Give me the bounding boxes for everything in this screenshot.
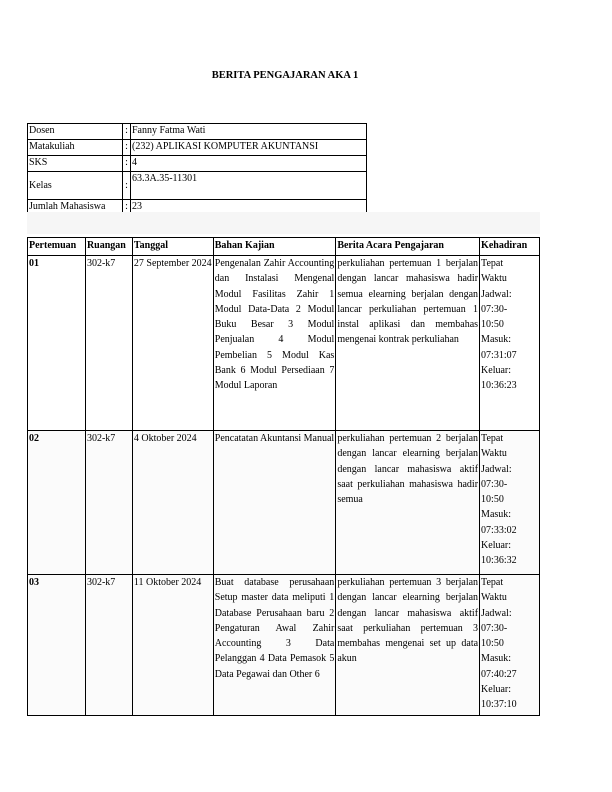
kehadiran-line: 10:50 — [481, 494, 504, 506]
cell-berita-acara: perkuliahan pertemuan 2 berjalan dengan lancar elearning berjalan dengan lancar mahasiswa aktif saat perkuliahan mahasiswa hadir semua — [336, 431, 480, 575]
info-row-dosen — [28, 124, 367, 140]
kehadiran-line: 10:36:23 — [481, 380, 517, 392]
info-colon: : — [123, 156, 131, 172]
cell-berita-acara: perkuliahan pertemuan 3 berjalan dengan lancar elearning berjalan dengan lancar mahasiswa aktif saat perkuliahan pertemuan 3 membahas mengenai set up data akun — [336, 575, 480, 716]
info-colon: : — [123, 200, 131, 216]
info-label: Dosen — [28, 124, 123, 140]
info-row-kelas — [28, 172, 367, 200]
cell-ruangan: 302-k7 — [85, 575, 132, 716]
kehadiran-line: Masuk: — [481, 509, 512, 521]
table-row — [28, 431, 540, 575]
info-value: (232) APLIKASI KOMPUTER AKUNTANSI — [131, 140, 367, 156]
info-row-matakuliah — [28, 140, 367, 156]
header-pertemuan: Pertemuan — [28, 238, 86, 256]
cell-pertemuan: 02 — [28, 431, 86, 575]
kehadiran-line: 07:40:27 — [481, 668, 517, 680]
cell-ruangan: 302-k7 — [85, 256, 132, 431]
kehadiran-line: Waktu — [481, 592, 507, 604]
header-kehadiran: Kehadiran — [480, 238, 540, 256]
kehadiran-line: Waktu — [481, 273, 507, 285]
kehadiran-line: Tepat — [481, 577, 504, 588]
cell-kehadiran — [480, 256, 540, 431]
kehadiran-line: Masuk: — [481, 334, 512, 346]
info-colon: : — [123, 140, 131, 156]
cell-pertemuan: 03 — [28, 575, 86, 716]
kehadiran-line: 10:36:32 — [481, 555, 517, 567]
cell-tanggal: 11 Oktober 2024 — [132, 575, 213, 716]
cell-ruangan: 302-k7 — [85, 431, 132, 575]
kehadiran-line: Jadwal: — [481, 463, 512, 475]
kehadiran-line: Keluar: — [481, 684, 512, 696]
kehadiran-line: 07:33:02 — [481, 524, 517, 536]
info-value: 23 — [131, 200, 367, 216]
course-info-table — [27, 123, 367, 216]
teaching-log-table — [27, 237, 540, 716]
info-label: Jumlah Mahasiswa — [28, 200, 123, 216]
table-header-row — [28, 238, 540, 256]
info-value: 63.3A.35-11301 — [131, 172, 367, 200]
cell-bahan-kajian: Buat database perusahaan Setup master data meliputi 1 Database Perusahaan baru 2 Pengaturan Awal Zahir Accounting 3 Data Pelanggan 4 Data Pemasok 5 Data Pegawai dan Other 6 — [213, 575, 336, 716]
page-title: BERITA PENGAJARAN AKA 1 — [211, 70, 359, 81]
cell-berita-acara: perkuliahan pertemuan 1 berjalan dengan lancar mahasiswa hadir semua elearning berjalan dengan lancar perkuliahan pertemuan 1 instal aplikasi dan membahas mengenai kontrak perkuliahan — [336, 256, 480, 431]
kehadiran-line: 10:37:10 — [481, 699, 517, 711]
cell-kehadiran — [480, 431, 540, 575]
header-bahan-kajian: Bahan Kajian — [213, 238, 336, 256]
kehadiran-line: Jadwal: — [481, 288, 512, 300]
kehadiran-line: Jadwal: — [481, 607, 512, 619]
kehadiran-line: 07:30- — [481, 622, 508, 634]
cell-bahan-kajian: Pengenalan Zahir Accounting dan Instalasi Mengenal Modul Fasilitas Zahir 1 Modul Data-Data 2 Modul Buku Besar 3 Modul Penjualan 4 Modul Pembelian 5 Modul Kas Bank 6 Modul Persediaan 7 Modul Laporan — [213, 256, 336, 431]
cell-tanggal: 27 September 2024 — [132, 256, 213, 431]
kehadiran-line: Keluar: — [481, 365, 512, 377]
info-label: Kelas — [28, 172, 123, 200]
kehadiran-line: Keluar: — [481, 540, 512, 552]
kehadiran-line: Waktu — [481, 448, 507, 460]
info-row-sks — [28, 156, 367, 172]
spacer-band — [27, 212, 540, 234]
kehadiran-line: Tepat — [481, 433, 504, 444]
kehadiran-line: Masuk: — [481, 653, 512, 665]
kehadiran-line: Tepat — [481, 258, 504, 269]
info-colon: : — [123, 172, 131, 200]
kehadiran-line: 10:50 — [481, 319, 504, 331]
table-row — [28, 256, 540, 431]
header-berita-acara: Berita Acara Pengajaran — [336, 238, 480, 256]
cell-bahan-kajian: Pencatatan Akuntansi Manual — [213, 431, 336, 575]
info-value: 4 — [131, 156, 367, 172]
info-value: Fanny Fatma Wati — [131, 124, 367, 140]
info-colon: : — [123, 124, 131, 140]
cell-pertemuan: 01 — [28, 256, 86, 431]
info-label: SKS — [28, 156, 123, 172]
cell-kehadiran — [480, 575, 540, 716]
table-row — [28, 575, 540, 716]
kehadiran-line: 07:31:07 — [481, 349, 517, 361]
header-ruangan: Ruangan — [85, 238, 132, 256]
header-tanggal: Tanggal — [132, 238, 213, 256]
cell-tanggal: 4 Oktober 2024 — [132, 431, 213, 575]
kehadiran-line: 07:30- — [481, 478, 508, 490]
info-label: Matakuliah — [28, 140, 123, 156]
kehadiran-line: 07:30- — [481, 303, 508, 315]
kehadiran-line: 10:50 — [481, 638, 504, 650]
